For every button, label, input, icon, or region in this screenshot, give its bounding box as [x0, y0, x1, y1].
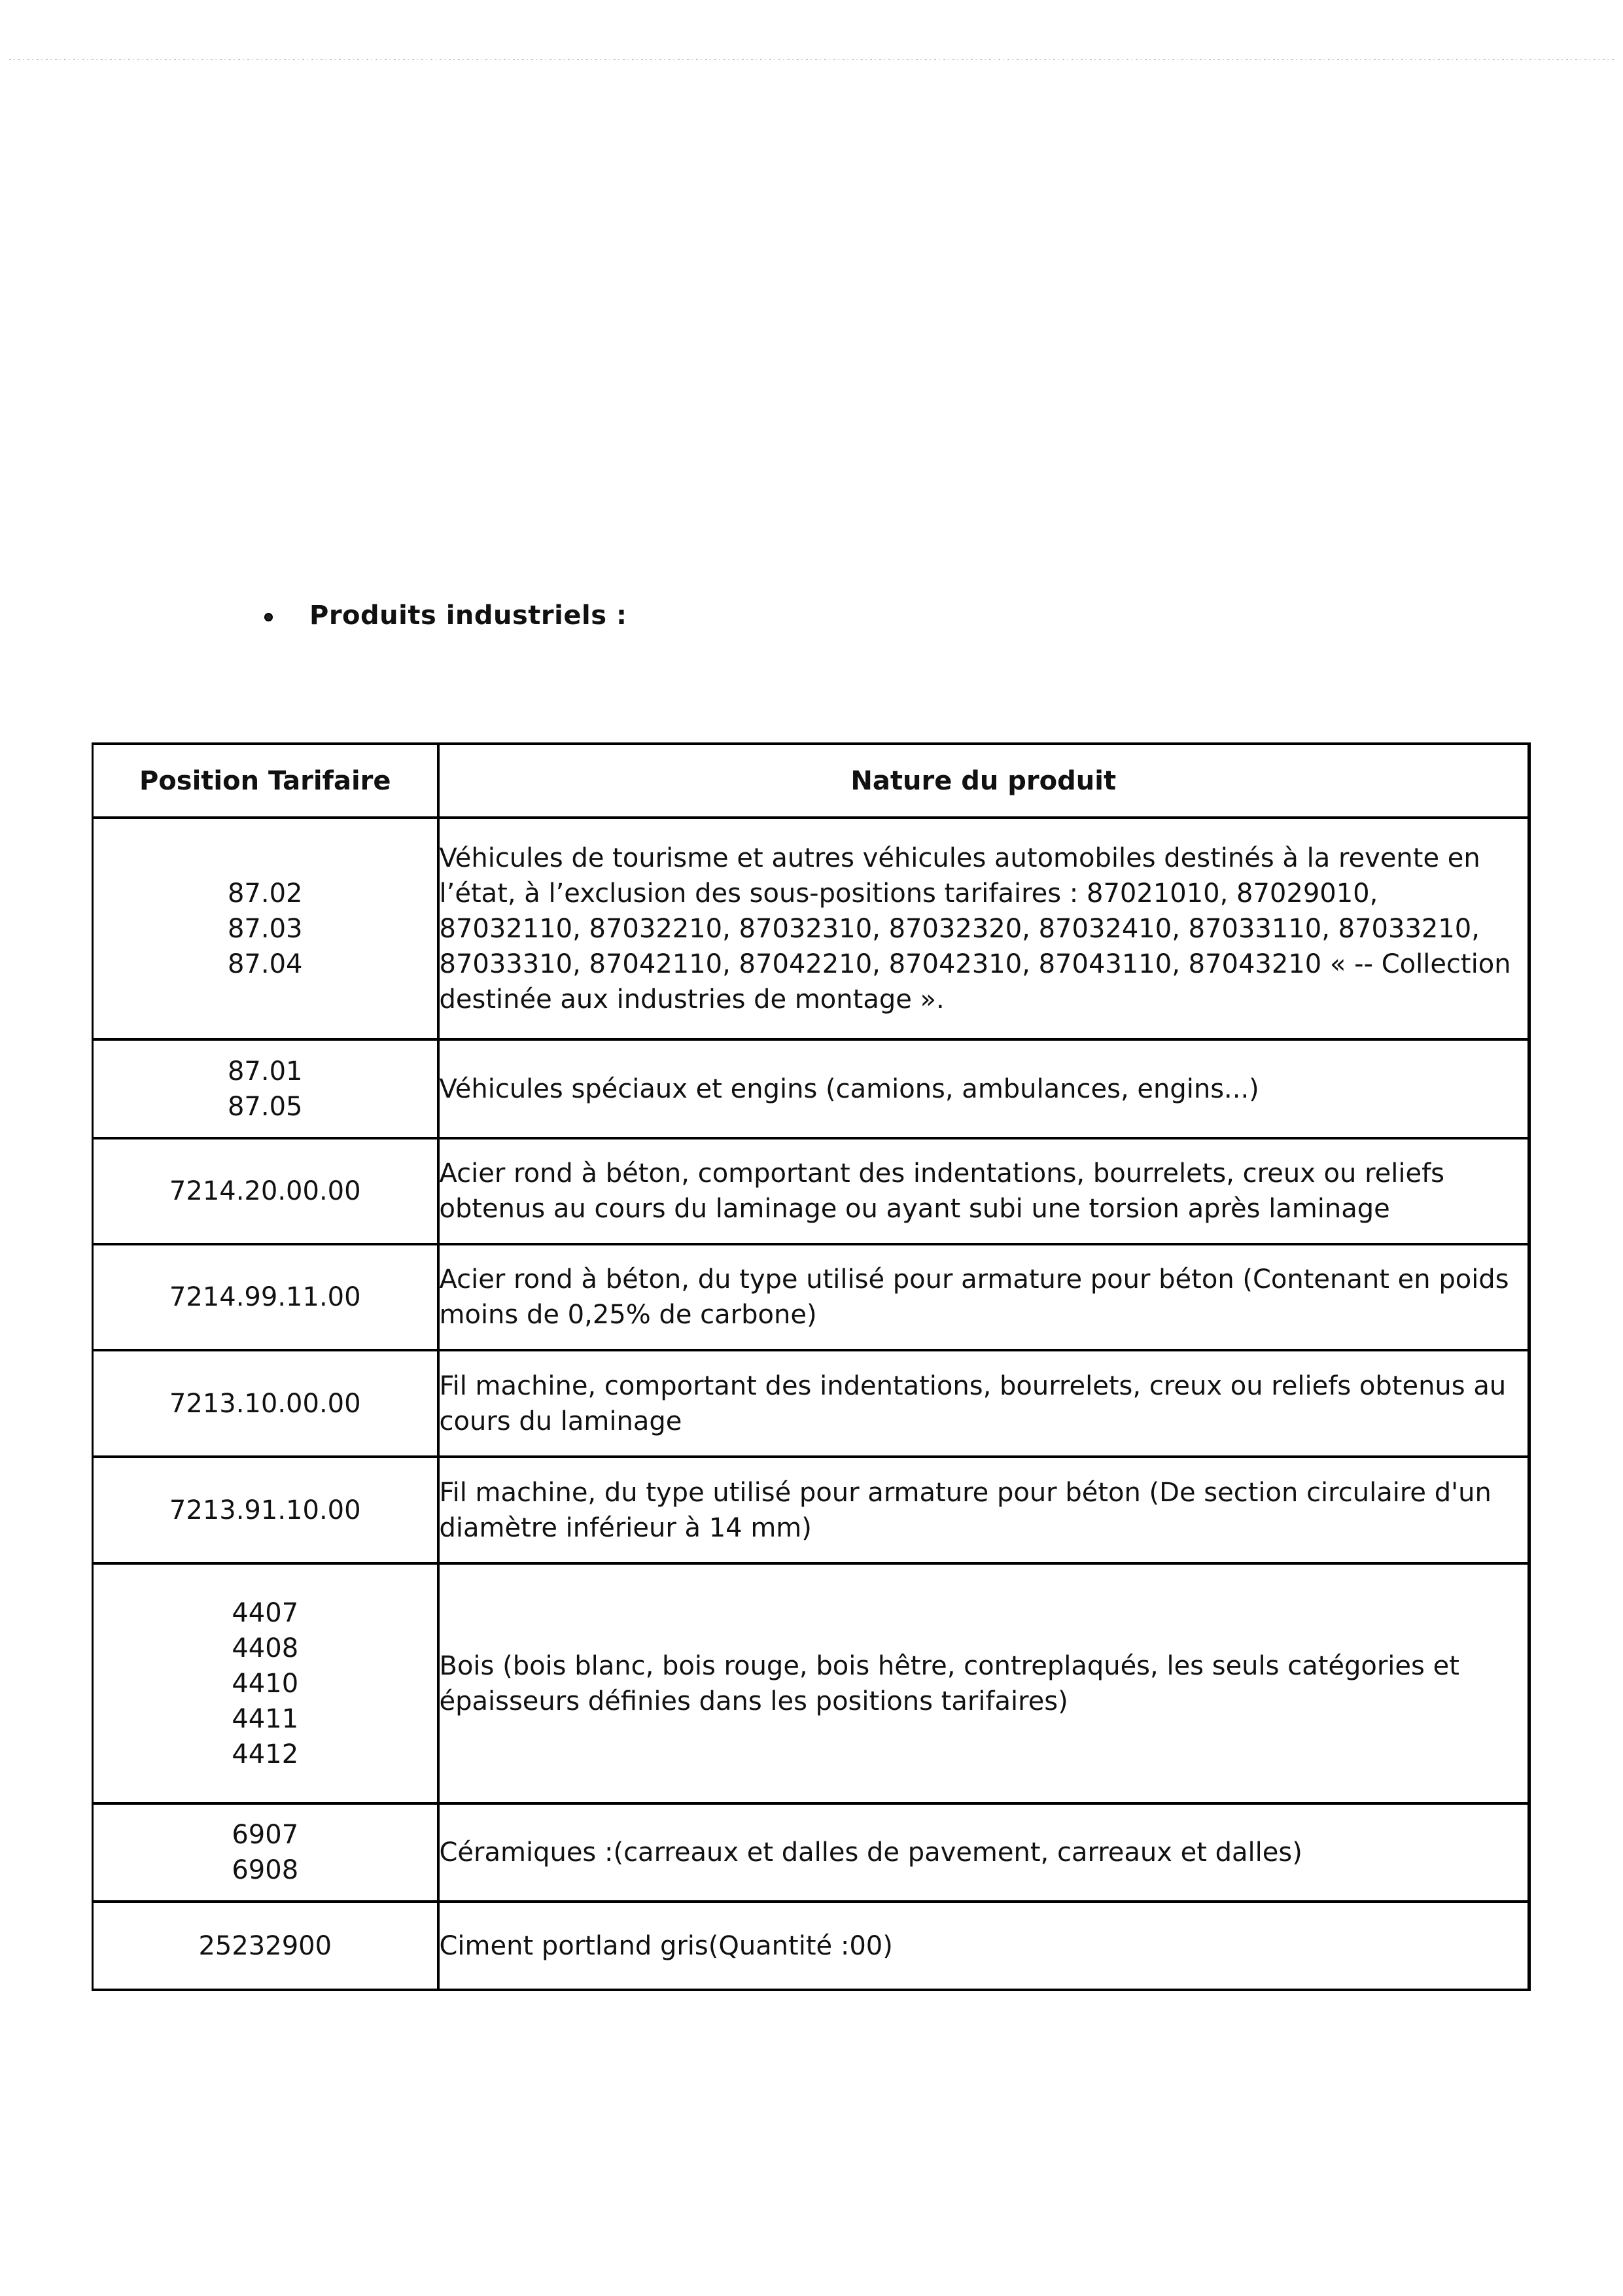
nature-cell	[438, 1457, 1529, 1563]
table-row	[93, 1457, 1529, 1563]
nature-text: Véhicules de tourisme et autres véhicules automobiles destinés à la revente en l’état, à l’exclusion des sous-positions tarifaires : 87021010, 87029010, 87032110, 87032210, 87032310, 87032320, 87032410, 87033110, 87033210, 87033310, 87042110, 87042210, 87042310, 87043110, 87043210 « -- Collection destinée aux industries de montage ».	[439, 843, 1511, 1015]
tariff-table	[92, 742, 1531, 1991]
position-code: 87.04	[227, 948, 303, 979]
section-title: Produits industriels :	[309, 600, 627, 631]
position-code: 6907	[232, 1820, 299, 1850]
position-code: 4412	[232, 1739, 299, 1769]
position-cell	[93, 818, 438, 1039]
table-row	[93, 818, 1529, 1039]
nature-cell	[438, 1138, 1529, 1244]
table-row	[93, 1803, 1529, 1902]
position-code: 7214.20.00.00	[169, 1176, 361, 1206]
nature-text: Ciment portland gris(Quantité :00)	[439, 1930, 893, 1961]
table-row	[93, 1244, 1529, 1350]
nature-cell	[438, 1350, 1529, 1457]
position-code: 87.03	[227, 913, 303, 944]
position-cell	[93, 1563, 438, 1803]
nature-cell	[438, 818, 1529, 1039]
nature-cell	[438, 1563, 1529, 1803]
nature-text: Fil machine, comportant des indentations, bourrelets, creux ou reliefs obtenus au cours du laminage	[439, 1370, 1507, 1436]
bullet-icon	[264, 613, 273, 621]
table-row	[93, 1138, 1529, 1244]
table-row	[93, 1350, 1529, 1457]
nature-text: Acier rond à béton, du type utilisé pour armature pour béton (Contenant en poids moins de 0,25% de carbone)	[439, 1264, 1509, 1330]
position-cell	[93, 1039, 438, 1138]
position-code: 7213.10.00.00	[169, 1388, 361, 1419]
nature-text: Céramiques :(carreaux et dalles de pavement, carreaux et dalles)	[439, 1837, 1302, 1868]
nature-cell	[438, 1039, 1529, 1138]
nature-text: Fil machine, du type utilisé pour armature pour béton (De section circulaire d'un diamètre inférieur à 14 mm)	[439, 1477, 1492, 1543]
position-cell	[93, 1803, 438, 1902]
position-cell	[93, 1244, 438, 1350]
position-cell	[93, 1350, 438, 1457]
position-code: 6908	[232, 1855, 299, 1885]
table-row	[93, 1039, 1529, 1138]
scan-artifact-line	[9, 59, 1614, 60]
position-code: 87.05	[227, 1091, 303, 1122]
column-header-position: Position Tarifaire	[93, 744, 438, 818]
nature-cell	[438, 1902, 1529, 1990]
position-cell	[93, 1902, 438, 1990]
position-code: 4407	[232, 1597, 299, 1628]
position-code: 87.01	[227, 1056, 303, 1087]
nature-cell	[438, 1244, 1529, 1350]
position-code: 25232900	[198, 1930, 332, 1961]
table-row	[93, 1563, 1529, 1803]
nature-text: Véhicules spéciaux et engins (camions, ambulances, engins...)	[439, 1073, 1259, 1104]
position-code: 7213.91.10.00	[169, 1495, 361, 1525]
nature-text: Bois (bois blanc, bois rouge, bois hêtre, contreplaqués, les seuls catégories et épaisseurs définies dans les positions tarifaires)	[439, 1650, 1459, 1716]
table-row	[93, 1902, 1529, 1990]
position-code: 7214.99.11.00	[169, 1282, 361, 1312]
position-code: 4408	[232, 1633, 299, 1663]
position-code: 4411	[232, 1703, 299, 1734]
position-cell	[93, 1457, 438, 1563]
position-cell	[93, 1138, 438, 1244]
section-heading	[264, 600, 627, 631]
position-code: 87.02	[227, 878, 303, 909]
table-header-row	[93, 744, 1529, 818]
position-code: 4410	[232, 1668, 299, 1699]
nature-text: Acier rond à béton, comportant des indentations, bourrelets, creux ou reliefs obtenus au cours du laminage ou ayant subi une torsion après laminage	[439, 1158, 1445, 1224]
column-header-nature: Nature du produit	[438, 744, 1529, 818]
nature-cell	[438, 1803, 1529, 1902]
